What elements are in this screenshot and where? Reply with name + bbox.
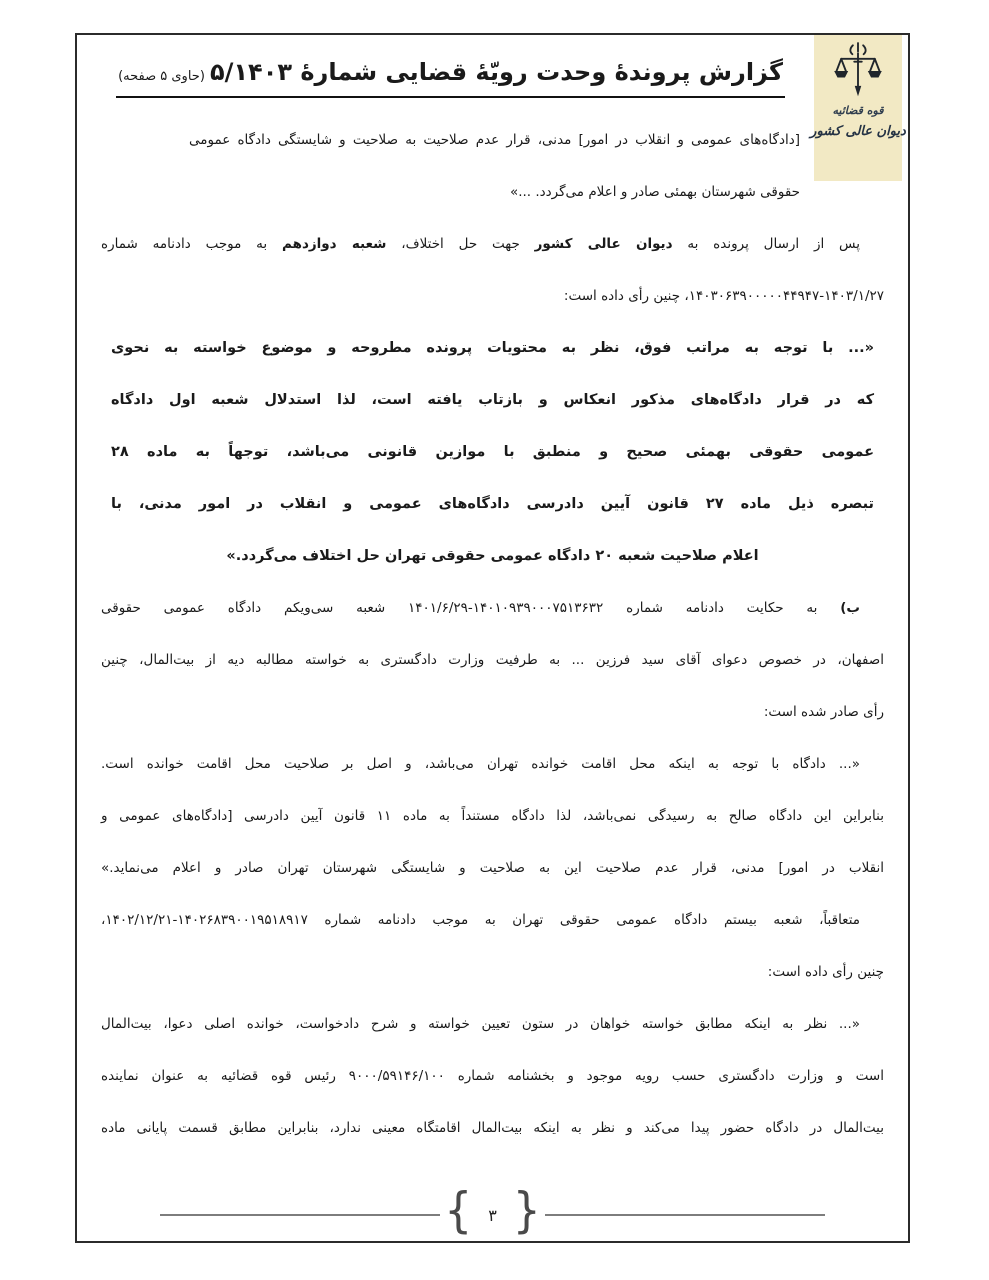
footer-brace-open: { bbox=[444, 1182, 473, 1239]
text-run: به موجب دادنامه شماره bbox=[101, 236, 282, 252]
document-line: است و وزارت دادگستری حسب رویه موجود و بخشنامه شماره ۹۰۰۰/۵۹۱۴۶/۱۰۰ رئیس قوه قضائیه به عنوان نماینده bbox=[101, 1068, 884, 1084]
document-line: چنین رأی داده است: bbox=[767, 964, 884, 980]
document-line: اصفهان، در خصوص دعوای آقای سید فرزین ... به طرفیت وزارت دادگستری به خواسته مطالبه دیه از بیت‌المال، چنین bbox=[101, 652, 884, 668]
scales-of-justice-icon bbox=[830, 40, 886, 102]
page-count-note: (حاوی ۵ صفحه) bbox=[118, 69, 205, 84]
header-underline bbox=[116, 57, 785, 98]
document-line: متعاقباً، شعبه بیستم دادگاه عمومی حقوقی تهران به موجب دادنامه شماره ۱۴۰۲۶۸۳۹۰۰۱۹۵۱۸۹۱۷-۱۴۰۲/۱۲/۲۱، bbox=[101, 912, 860, 928]
logo-court-text: دیوان عالی کشور bbox=[810, 124, 906, 139]
paragraph-tehran-ruling bbox=[101, 998, 884, 1154]
document-line: [دادگاه‌های عمومی و انقلاب در امور] مدنی، قرار عدم صلاحیت به صلاحیت و شایستگی دادگاه عمومی bbox=[189, 132, 800, 148]
paragraph-prev-ruling-end bbox=[101, 114, 884, 218]
footer-rule-right bbox=[545, 1214, 825, 1216]
page-title: گزارش پروندهٔ وحدت رویّهٔ قضایی شمارهٔ ۵/۱۴۰۳ bbox=[209, 58, 783, 86]
document-line: که در قرار دادگاه‌های مذکور انعکاس و بازتاب یافته است، لذا استدلال شعبه اول دادگاه bbox=[111, 392, 874, 408]
paragraph-isfahan-ruling bbox=[101, 738, 884, 894]
document-header bbox=[101, 47, 884, 100]
document-line: رأی صادر شده است: bbox=[763, 704, 884, 720]
logo-authority-text: قوه قضائیه bbox=[832, 104, 884, 117]
document-line: اعلام صلاحیت شعبه ۲۰ دادگاه عمومی حقوقی تهران حل اختلاف می‌گردد.» bbox=[226, 548, 759, 564]
document-line: «... دادگاه با توجه به اینکه محل اقامت خوانده تهران می‌باشد، و اصل بر صلاحیت محل اقامت خوانده است. bbox=[101, 756, 860, 772]
bold-section-marker: ب) bbox=[840, 600, 860, 616]
footer-brace-close: } bbox=[512, 1182, 541, 1239]
document-line bbox=[101, 582, 884, 634]
footer-rule-left bbox=[160, 1214, 440, 1216]
document-line: بنابراین این دادگاه صالح به رسیدگی نمی‌باشد، لذا دادگاه مستنداً به ماده ۱۱ قانون آیین دادرسی [دادگاه‌های عمومی و bbox=[101, 808, 884, 824]
text-run: پس از ارسال پرونده به bbox=[672, 236, 861, 252]
paragraph-tehran-branch20 bbox=[101, 894, 884, 998]
document-line bbox=[101, 218, 884, 270]
paragraph-section-b bbox=[101, 582, 884, 738]
document-line: بیت‌المال در دادگاه حضور پیدا می‌کند و نظر به اینکه بیت‌المال اقامتگاه معینی ندارد، بنابراین مطابق قسمت پایانی ماده bbox=[101, 1120, 884, 1136]
bold-branch-twelve: شعبه دوازدهم bbox=[282, 236, 387, 252]
document-line: تبصره ذیل ماده ۲۷ قانون آیین دادرسی دادگاه‌های عمومی و انقلاب در امور مدنی، با bbox=[111, 496, 874, 512]
document-page bbox=[75, 33, 910, 1243]
document-line: عمومی حقوقی بهمئی صحیح و منطبق با موازین قانونی می‌باشد، توجهاً به ماده ۲۸ bbox=[111, 444, 874, 460]
text-run: جهت حل اختلاف، bbox=[386, 236, 535, 252]
judiciary-logo bbox=[810, 35, 906, 181]
bold-supreme-court: دیوان عالی کشور bbox=[534, 236, 673, 252]
page-number: ۳ bbox=[488, 1205, 497, 1225]
text-run: به حکایت دادنامه شماره ۱۴۰۱۰۹۳۹۰۰۰۷۵۱۳۶۳۲-۱۴۰۱/۶/۲۹ شعبه سی‌ویکم دادگاه عمومی حقوقی bbox=[101, 600, 841, 616]
document-line: ۱۴۰۳۰۶۳۹۰۰۰۰۰۴۴۹۴۷-۱۴۰۳/۱/۲۷، چنین رأی داده است: bbox=[563, 288, 884, 304]
document-line: «... نظر به اینکه مطابق خواسته خواهان در ستون تعیین خواسته و شرح دادخواست، خوانده اصلی دعوا، بیت‌المال bbox=[101, 1016, 860, 1032]
document-line: انقلاب در امور] مدنی، قرار عدم صلاحیت این به صلاحیت و شایستگی شهرستان تهران صادر و اعلام می‌نماید.» bbox=[101, 860, 884, 876]
document-line: «... با توجه به مراتب فوق، نظر به محتویات پرونده مطروحه و موضوع خواسته به نحوی bbox=[111, 340, 874, 356]
page-footer bbox=[77, 1182, 908, 1239]
paragraph-referral bbox=[101, 218, 884, 322]
paragraph-branch12-ruling bbox=[101, 322, 884, 582]
document-line: حقوقی شهرستان بهمئی صادر و اعلام می‌گردد. ...» bbox=[509, 184, 800, 200]
